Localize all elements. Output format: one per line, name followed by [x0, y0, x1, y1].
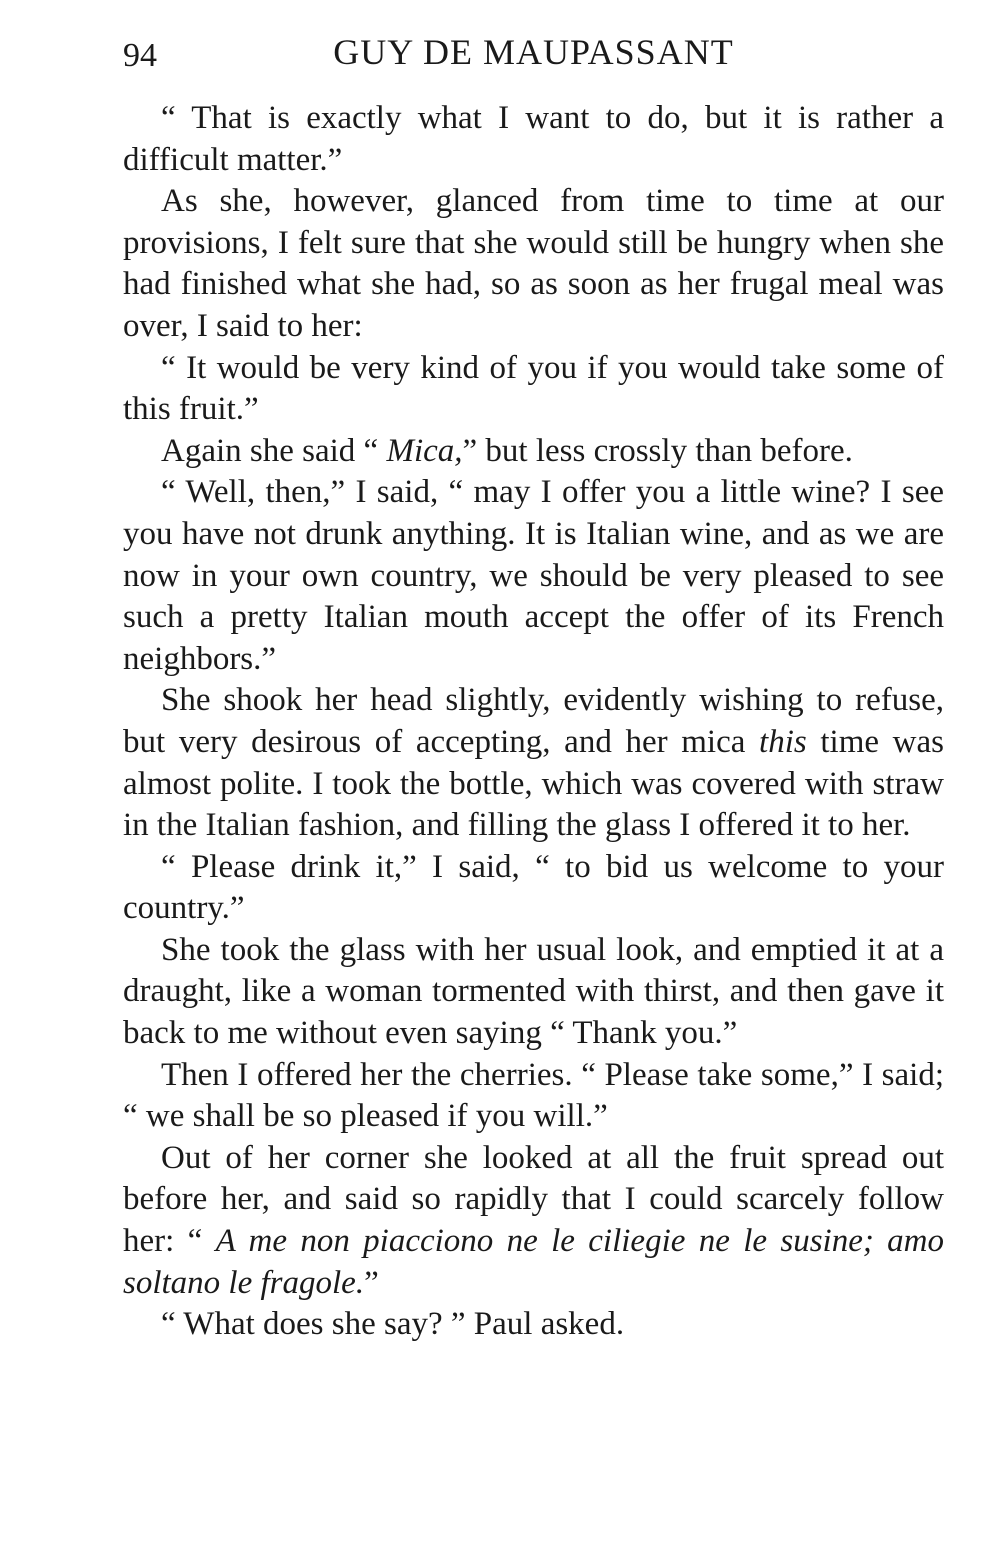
- paragraph-10-text-a: Out of her corner she looked at all the fruit spread out before her, and said so rapidly that I could scarcely follow her: “: [123, 1139, 944, 1260]
- page-number: 94: [123, 37, 157, 74]
- paragraph-10: [123, 1138, 944, 1304]
- paragraph-1: “ That is exactly what I want to do, but it is rather a difficult matter.”: [123, 100, 944, 178]
- body-text: [123, 98, 944, 1346]
- running-title: GUY DE MAUPASSANT: [333, 32, 734, 72]
- paragraph-9: Then I offered her the cherries. “ Please take some,” I said; “ we shall be so pleased if you will.”: [123, 1056, 944, 1135]
- paragraph-6-text-a: She shook her head slightly, evidently wishing to refuse, but very desirous of accepting, and her mica: [123, 682, 944, 760]
- paragraph-4-text-a: Again she said “: [161, 432, 387, 469]
- running-head: [123, 28, 944, 76]
- paragraph-5: “ Well, then,” I said, “ may I offer you a little wine? I see you have not drunk anything. It is Italian wine, and as we are now in your own country, we should be very pleased to see such a pretty Italian mouth accept the offer of its French neighbors.”: [123, 474, 944, 677]
- paragraph-6: [123, 680, 944, 846]
- paragraph-3: “ It would be very kind of you if you would take some of this fruit.”: [123, 349, 944, 428]
- book-page: [123, 28, 944, 1346]
- paragraph-10-text-c: ”: [364, 1264, 379, 1301]
- paragraph-10-italic: A me non piacciono ne le ciliegie ne le susine; amo soltano le fragole.: [123, 1223, 945, 1301]
- paragraph-6-italic: this: [759, 723, 807, 760]
- paragraph-4: [123, 431, 944, 473]
- paragraph-4-text-c: ” but less crossly than before.: [462, 432, 853, 469]
- paragraph-7: “ Please drink it,” I said, “ to bid us welcome to your country.”: [123, 848, 944, 927]
- paragraph-6-text-c: time was almost polite. I took the bottle, which was covered with straw in the Italian fashion, and filling the glass I offered it to her.: [123, 723, 944, 844]
- paragraph-8: She took the glass with her usual look, and emptied it at a draught, like a woman tormented with thirst, and then gave it back to me without even saying “ Thank you.”: [123, 931, 944, 1052]
- paragraph-4-italic: Mica,: [386, 432, 463, 469]
- paragraph-2: As she, however, glanced from time to time at our provisions, I felt sure that she would still be hungry when she had finished what she had, so as soon as her frugal meal was over, I said to her:: [123, 183, 944, 344]
- paragraph-11: “ What does she say? ” Paul asked.: [161, 1306, 625, 1343]
